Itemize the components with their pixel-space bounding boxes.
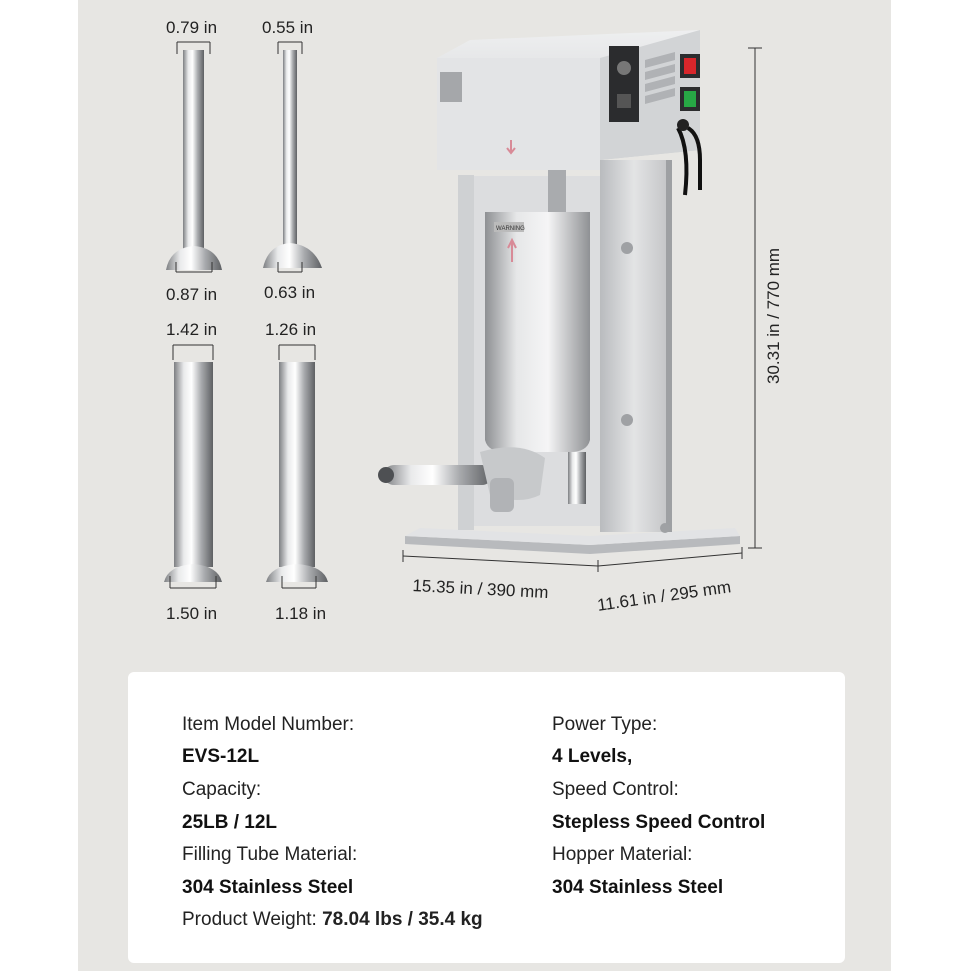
model-value: EVS-12L: [182, 746, 260, 767]
tube-material-label: Filling Tube Material:: [182, 844, 358, 865]
model-label: Item Model Number:: [182, 714, 355, 735]
power-value: 4 Levels,: [552, 746, 633, 767]
capacity-value: 25LB / 12L: [182, 812, 278, 833]
power-label: Power Type:: [552, 714, 658, 735]
tube-1-top-label: 0.79 in: [166, 18, 218, 37]
tube-2-bottom-label: 0.63 in: [264, 283, 316, 302]
tube-1: [166, 42, 222, 272]
tube-4-bottom-label: 1.18 in: [275, 604, 327, 623]
height-label: 30.31 in / 770 mm: [764, 247, 783, 384]
tube-2-top-label: 0.55 in: [262, 18, 314, 37]
tube-4: [266, 345, 328, 588]
tube-material-value: 304 Stainless Steel: [182, 877, 354, 898]
hopper-warning-label: WARNING: [496, 226, 525, 232]
width-label: 15.35 in / 390 mm: [412, 576, 549, 603]
power-switch-green: [684, 91, 696, 107]
tube-4-top-label: 1.26 in: [265, 320, 317, 339]
weight-row: [182, 909, 483, 931]
weight-label: Product Weight:: [182, 909, 317, 930]
height-dimension-line: [748, 48, 762, 548]
speed-value: Stepless Speed Control: [552, 812, 766, 833]
power-switch-red: [684, 58, 696, 74]
weight-value: 78.04 lbs / 35.4 kg: [322, 909, 483, 930]
tube-3-top-label: 1.42 in: [166, 320, 218, 339]
tube-3: [164, 345, 222, 588]
tube-3-bottom-label: 1.50 in: [166, 604, 218, 623]
tube-2: [263, 42, 322, 272]
capacity-label: Capacity:: [182, 779, 262, 800]
hopper-value: 304 Stainless Steel: [552, 877, 724, 898]
depth-label: 11.61 in / 295 mm: [596, 577, 733, 615]
speed-label: Speed Control:: [552, 779, 679, 800]
tube-1-bottom-label: 0.87 in: [166, 285, 218, 304]
sausage-stuffer-machine: [378, 30, 740, 554]
hopper-label: Hopper Material:: [552, 844, 693, 865]
